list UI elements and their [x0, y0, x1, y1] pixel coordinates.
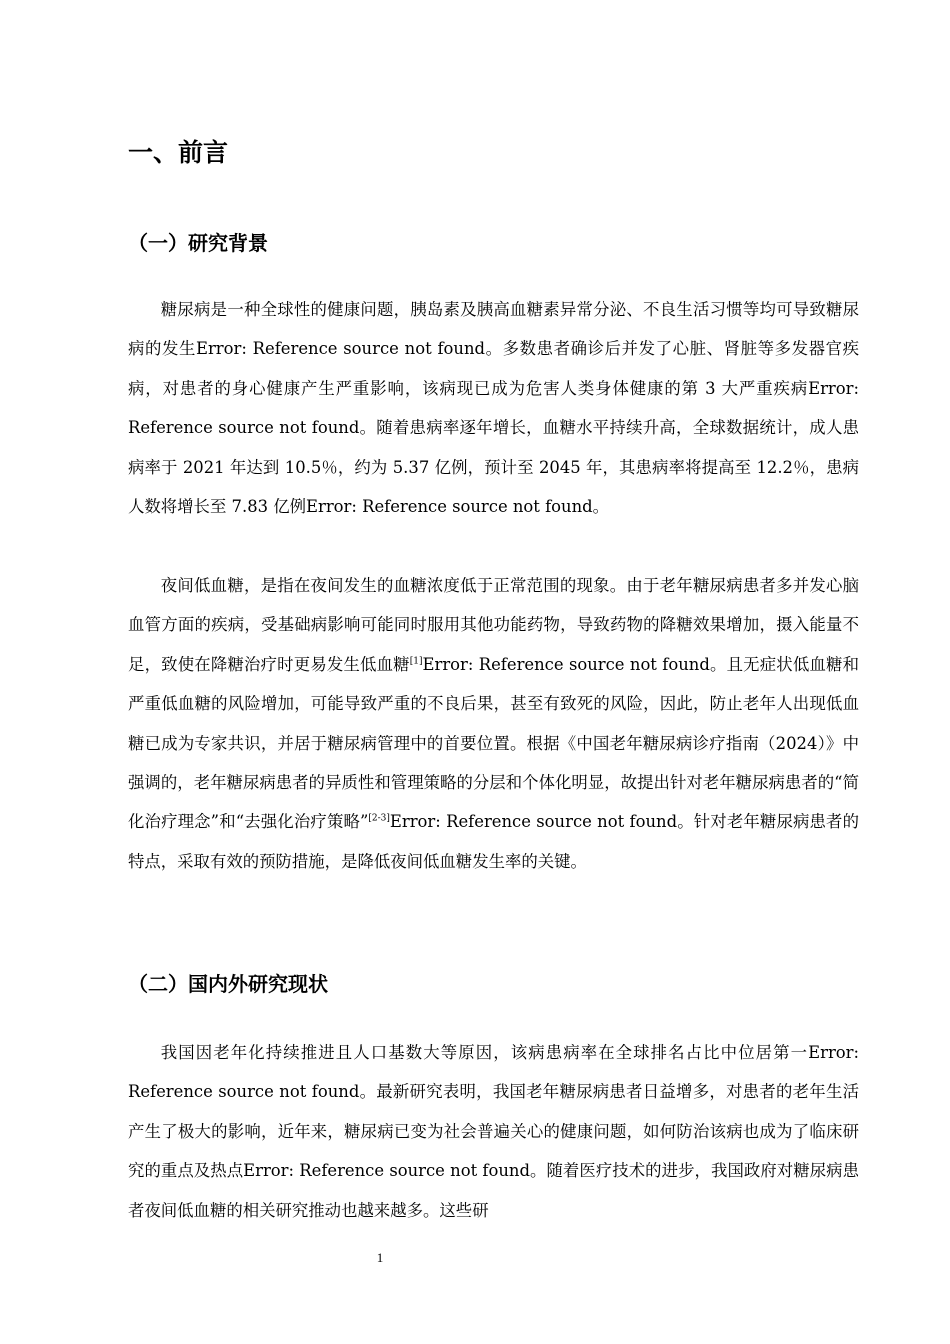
section-heading-background: （一）研究背景	[128, 231, 268, 255]
paragraph-background-1: 糖尿病是一种全球性的健康问题，胰岛素及胰高血糖素异常分泌、不良生活习惯等均可导致糖尿病的发生Error: Reference source not found。多数患者确诊后并发了心脏、肾脏等多发器官疾病，对患者的身心健康产生严重影响，该病现已成为危害人类身体健康的第 3 大严重疾病Error: Reference source not found。随着患病率逐年增长，血糖水平持续升高，全球数据统计，成人患病率于 2021 年达到 10.5％，约为 5.37 亿例，预计至 2045 年，其患病率将提高至 12.2％，患病人数将增长至 7.83 亿例Error: Reference source not found。	[128, 300, 859, 517]
section-heading-research-status: （二）国内外研究现状	[128, 972, 328, 996]
paragraph-background-2	[128, 566, 859, 881]
paragraph-text: Error: Reference source not found。且无症状低血糖和严重低血糖的风险增加，可能导致严重的不良后果，甚至有致死的风险，因此，防止老年人出现低血糖已成为专家共识，并居于糖尿病管理中的首要位置。根据《中国老年糖尿病诊疗指南（2024）》中强调的，老年糖尿病患者的异质性和管理策略的分层和个体化明显，故提出针对老年糖尿病患者的“简化治疗理念”和“去强化治疗策略”	[128, 654, 859, 832]
paragraph-text: Error: Reference source not found。针对老年糖尿病患者的特点，采取有效的预防措施，是降低夜间低血糖发生率的关键。	[128, 812, 859, 871]
citation-superscript[interactable]: [1]	[409, 656, 423, 667]
page-number: 1	[376, 1250, 384, 1265]
chapter-heading: 一、前言	[128, 138, 229, 167]
paragraph-text: 夜间低血糖，是指在夜间发生的血糖浓度低于正常范围的现象。由于老年糖尿病患者多并发心脑血管方面的疾病，受基础病影响可能同时服用其他功能药物，导致药物的降糖效果增加，摄入能量不足，致使在降糖治疗时更易发生低血糖	[128, 576, 859, 674]
citation-superscript[interactable]: [2-3]	[368, 813, 390, 824]
paragraph-research-1: 我国因老年化持续推进且人口基数大等原因，该病患病率在全球排名占比中位居第一Error: Reference source not found。最新研究表明，我国老年糖尿病患者日益增多，对患者的老年生活产生了极大的影响，近年来，糖尿病已变为社会普遍关心的健康问题，如何防治该病也成为了临床研究的重点及热点Error: Reference source not found。随着医疗技术的进步，我国政府对糖尿病患者夜间低血糖的相关研究推动也越来越多。这些研	[128, 1043, 859, 1220]
